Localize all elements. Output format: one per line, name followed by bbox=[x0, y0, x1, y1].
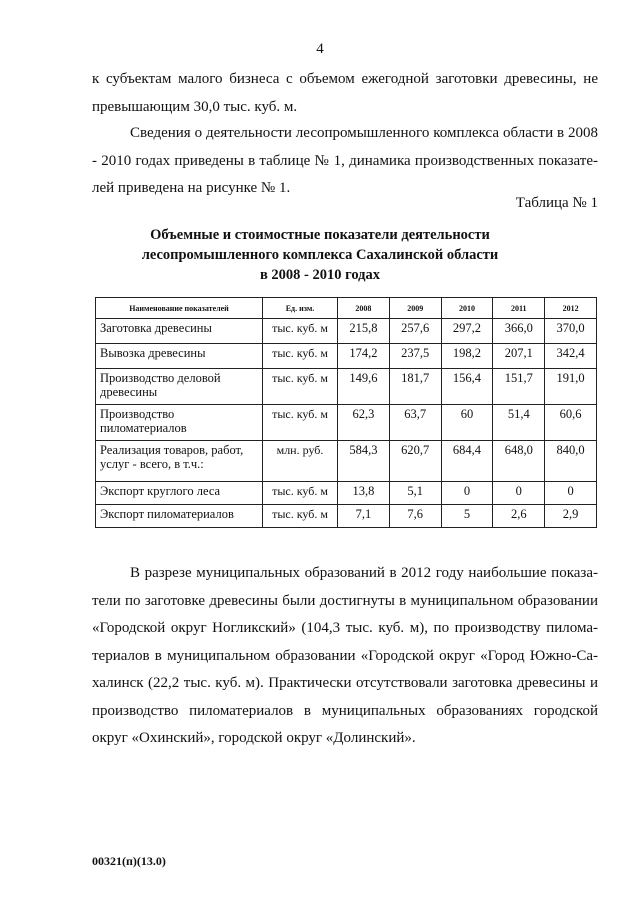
header-cell-year: 2011 bbox=[493, 298, 545, 319]
row-value-cell: 620,7 bbox=[389, 441, 441, 482]
paragraph-2-line: Сведения о деятельности лесопромышленного комплекса области в 2008 bbox=[130, 125, 598, 141]
table-header-row bbox=[96, 298, 597, 319]
table-title bbox=[0, 225, 640, 285]
header-cell-unit: Ед. изм. bbox=[263, 298, 338, 319]
row-unit-cell: тыс. куб. м bbox=[263, 405, 338, 441]
paragraph-3-line: тели по заготовке древесины были достигнуты в муниципальном образовании bbox=[92, 592, 598, 609]
header-cell-year: 2012 bbox=[545, 298, 597, 319]
row-value-cell: 63,7 bbox=[389, 405, 441, 441]
row-unit-cell: тыс. куб. м bbox=[263, 344, 338, 369]
data-table bbox=[95, 297, 597, 528]
row-value-cell: 60 bbox=[441, 405, 493, 441]
row-name-cell: Производство деловой древесины bbox=[96, 369, 263, 405]
paragraph-3-line: В разрезе муниципальных образований в 2012 году наибольшие показа- bbox=[130, 565, 598, 581]
row-value-cell: 62,3 bbox=[338, 405, 390, 441]
row-value-cell: 342,4 bbox=[545, 344, 597, 369]
row-name-cell: Производство пиломатериалов bbox=[96, 405, 263, 441]
document-footer-code: 00321(п)(13.0) bbox=[92, 854, 166, 868]
header-cell-year: 2009 bbox=[389, 298, 441, 319]
paragraph-2-line: - 2010 годах приведены в таблице № 1, динамика производственных показате- bbox=[92, 152, 598, 169]
row-name-cell: Вывозка древесины bbox=[96, 344, 263, 369]
row-value-cell: 2,9 bbox=[545, 505, 597, 528]
table-row bbox=[96, 441, 597, 482]
page-number: 4 bbox=[316, 41, 324, 57]
row-value-cell: 2,6 bbox=[493, 505, 545, 528]
row-value-cell: 149,6 bbox=[338, 369, 390, 405]
table-title-line: Объемные и стоимостные показатели деятельности bbox=[150, 227, 490, 243]
row-value-cell: 648,0 bbox=[493, 441, 545, 482]
paragraph-3-line: округ «Охинский», городской округ «Долинский». bbox=[92, 730, 416, 746]
row-value-cell: 156,4 bbox=[441, 369, 493, 405]
row-value-cell: 297,2 bbox=[441, 319, 493, 344]
row-value-cell: 0 bbox=[545, 482, 597, 505]
row-name-cell: Реализация товаров, работ, услуг - всего, в т.ч.: bbox=[96, 441, 263, 482]
row-value-cell: 5,1 bbox=[389, 482, 441, 505]
row-value-cell: 237,5 bbox=[389, 344, 441, 369]
row-name-cell: Экспорт круглого леса bbox=[96, 482, 263, 505]
row-value-cell: 684,4 bbox=[441, 441, 493, 482]
row-value-cell: 370,0 bbox=[545, 319, 597, 344]
row-unit-cell: тыс. куб. м bbox=[263, 369, 338, 405]
row-unit-cell: тыс. куб. м bbox=[263, 319, 338, 344]
row-value-cell: 198,2 bbox=[441, 344, 493, 369]
paragraph-2-line: лей приведена на рисунке № 1. bbox=[92, 180, 291, 196]
header-cell-name: Наименование показателей bbox=[96, 298, 263, 319]
row-value-cell: 0 bbox=[493, 482, 545, 505]
row-value-cell: 366,0 bbox=[493, 319, 545, 344]
paragraph-3-line: «Городской округ Ногликский» (104,3 тыс. куб. м), по производству пилома- bbox=[92, 620, 598, 636]
row-value-cell: 60,6 bbox=[545, 405, 597, 441]
table-title-line: в 2008 - 2010 годах bbox=[259, 267, 381, 283]
row-name-cell: Заготовка древесины bbox=[96, 319, 263, 344]
table-row bbox=[96, 505, 597, 528]
row-value-cell: 151,7 bbox=[493, 369, 545, 405]
row-value-cell: 840,0 bbox=[545, 441, 597, 482]
row-unit-cell: тыс. куб. м bbox=[263, 505, 338, 528]
header-cell-year: 2010 bbox=[441, 298, 493, 319]
paragraph-1-line: к субъектам малого бизнеса с объемом ежегодной заготовки древесины, не bbox=[92, 71, 598, 87]
paragraph-3-line: производство пиломатериалов в муниципальных образованиях городской bbox=[92, 702, 598, 719]
row-value-cell: 215,8 bbox=[338, 319, 390, 344]
row-value-cell: 5 bbox=[441, 505, 493, 528]
row-value-cell: 7,6 bbox=[389, 505, 441, 528]
row-unit-cell: тыс. куб. м bbox=[263, 482, 338, 505]
header-cell-year: 2008 bbox=[338, 298, 390, 319]
table-row bbox=[96, 369, 597, 405]
row-value-cell: 7,1 bbox=[338, 505, 390, 528]
row-value-cell: 51,4 bbox=[493, 405, 545, 441]
row-value-cell: 174,2 bbox=[338, 344, 390, 369]
table-label: Таблица № 1 bbox=[515, 195, 598, 211]
row-value-cell: 207,1 bbox=[493, 344, 545, 369]
table-row bbox=[96, 344, 597, 369]
row-value-cell: 181,7 bbox=[389, 369, 441, 405]
row-unit-cell: млн. руб. bbox=[263, 441, 338, 482]
table-row bbox=[96, 319, 597, 344]
row-value-cell: 0 bbox=[441, 482, 493, 505]
row-value-cell: 584,3 bbox=[338, 441, 390, 482]
paragraph-3-line: териалов в муниципальном образовании «Городской округ «Город Южно-Са- bbox=[92, 647, 598, 664]
paragraph-1-line: превышающим 30,0 тыс. куб. м. bbox=[92, 98, 298, 115]
table-row bbox=[96, 405, 597, 441]
row-value-cell: 13,8 bbox=[338, 482, 390, 505]
paragraph-3-line: халинск (22,2 тыс. куб. м). Практически отсутствовали заготовка древесины и bbox=[92, 675, 598, 691]
table-title-line: лесопромышленного комплекса Сахалинской области bbox=[141, 247, 499, 263]
paragraph-2 bbox=[92, 120, 598, 203]
paragraph-1 bbox=[92, 66, 598, 121]
row-value-cell: 191,0 bbox=[545, 369, 597, 405]
paragraph-3 bbox=[92, 560, 598, 753]
row-value-cell: 257,6 bbox=[389, 319, 441, 344]
row-name-cell: Экспорт пиломатериалов bbox=[96, 505, 263, 528]
table-row bbox=[96, 482, 597, 505]
